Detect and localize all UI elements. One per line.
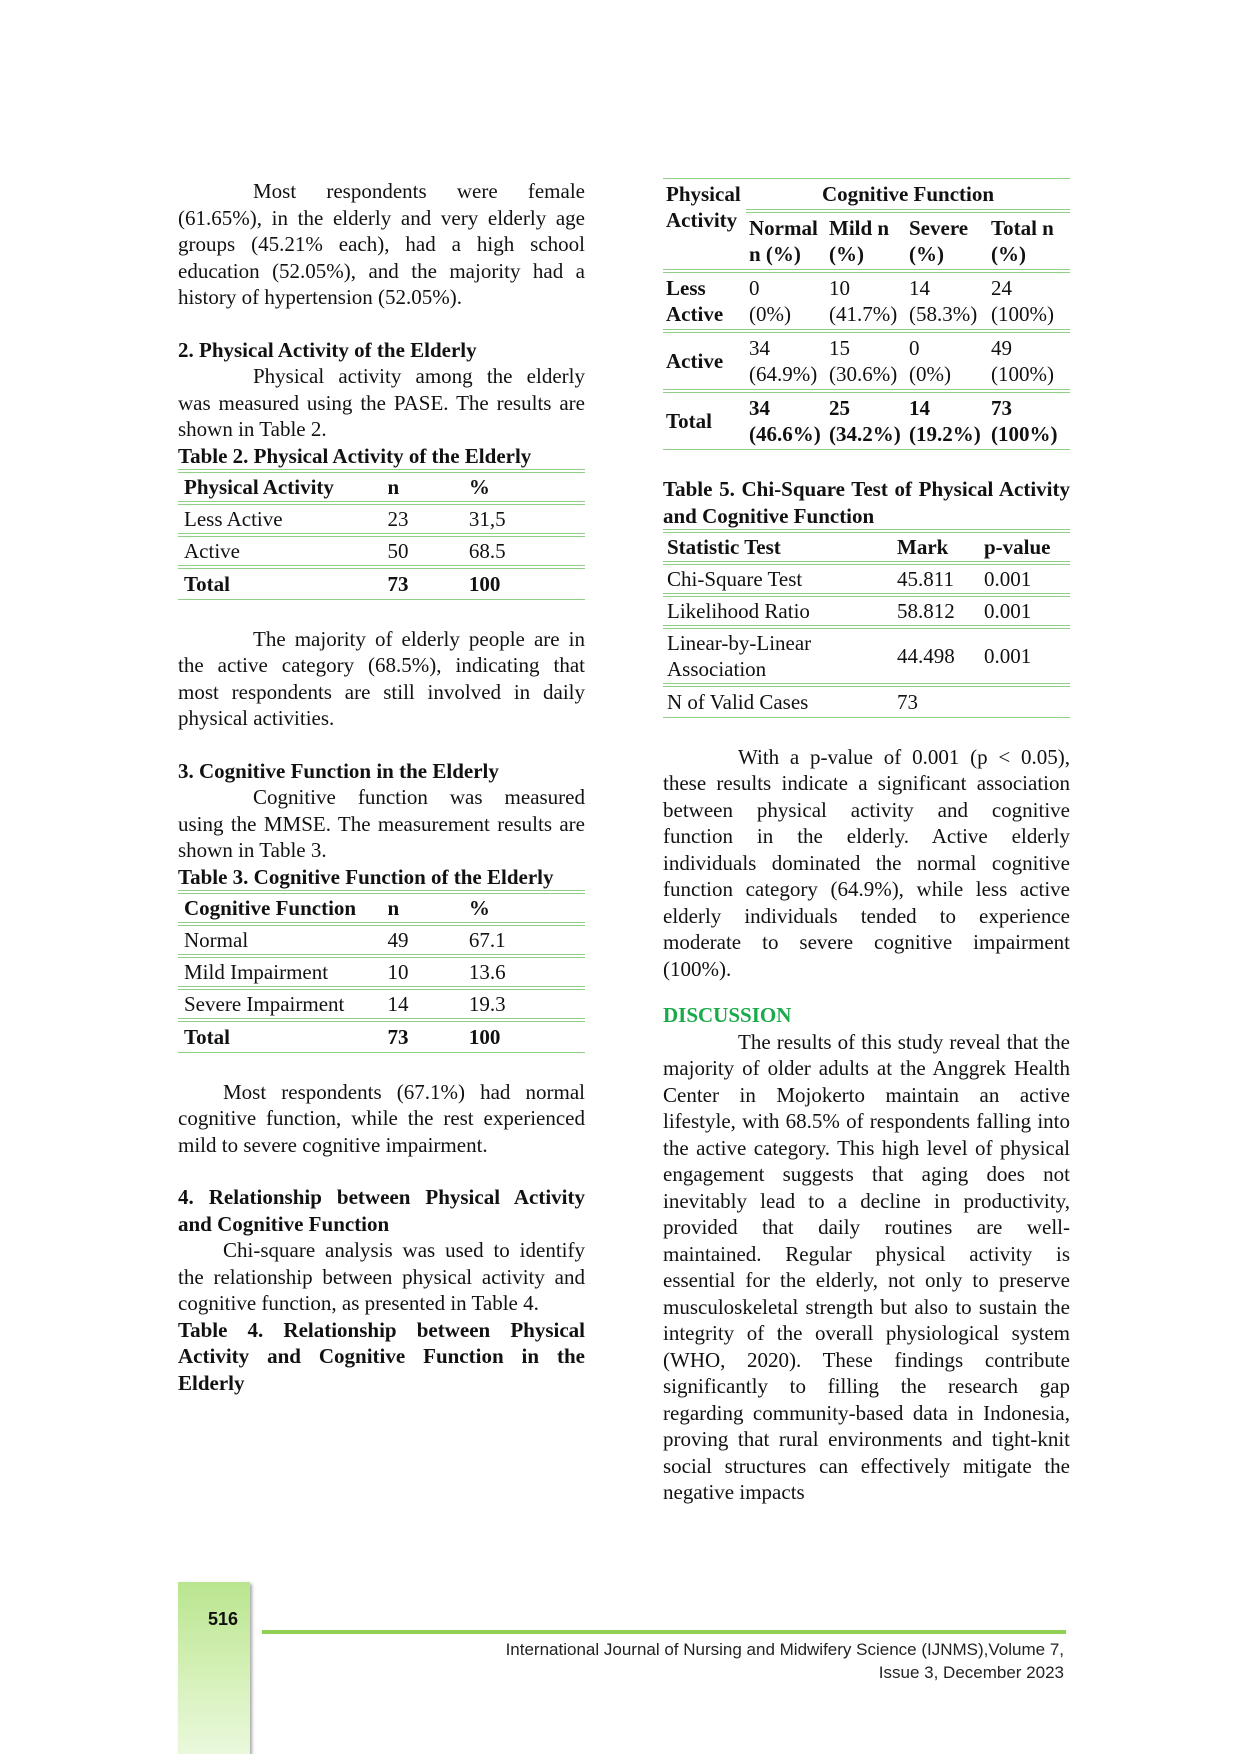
page-number: 516 (208, 1609, 239, 1629)
cell-percent: (64.9%) (749, 362, 818, 386)
paragraph-cognitive-method: Cognitive function was measured using the MMSE. The measurement results are shown in Table 3. (178, 785, 585, 862)
table-header-cell: Cognitive Function (184, 895, 357, 920)
table-cell: 73 (897, 689, 918, 714)
table2-caption: Table 2. Physical Activity of the Elderly (178, 443, 532, 468)
table-row (663, 331, 1070, 391)
table-row (178, 503, 585, 535)
table-cell: Active (184, 538, 240, 563)
table-header-cell: % (468, 895, 490, 920)
table-row (178, 988, 585, 1020)
table-cell (988, 391, 1070, 450)
cell-count: 0 (749, 276, 760, 300)
table-cell: 68.5 (468, 538, 506, 563)
table-header-row (178, 892, 585, 924)
table-header-cell: Mark (897, 534, 949, 559)
table-row (663, 627, 1070, 685)
table-row (178, 535, 585, 567)
table-cell (988, 331, 1070, 391)
table-cell: 0.001 (984, 566, 1032, 591)
journal-line: Issue 3, December 2023 (878, 1663, 1064, 1682)
table-cell (906, 391, 988, 450)
table-cell: 14 (387, 991, 409, 1016)
cell-percent: (41.7%) (829, 302, 898, 326)
table-cell: 23 (387, 506, 409, 531)
table2-physical-activity (178, 469, 585, 600)
table-row (178, 924, 585, 956)
table-cell: 73 (387, 571, 409, 596)
table-header-cell: Statistic Test (667, 534, 781, 559)
cell-percent: (58.3%) (909, 302, 978, 326)
table-cell: Normal (184, 927, 249, 952)
cell-count: 25 (829, 396, 850, 420)
table-cell: Likelihood Ratio (667, 598, 810, 623)
cell-count: 14 (909, 276, 930, 300)
cell-count: 73 (991, 396, 1012, 420)
journal-line: International Journal of Nursing and Midwifery Science (IJNMS),Volume 7, (505, 1640, 1064, 1659)
table-header-cell: Mild n (%) (829, 216, 890, 266)
cell-percent: (100%) (991, 362, 1054, 386)
table-cell (988, 271, 1070, 331)
table-header-cell: n (387, 895, 400, 920)
journal-footer (464, 1638, 1064, 1684)
table-cell: 0.001 (984, 643, 1032, 668)
table-row (178, 956, 585, 988)
table-cell: Mild Impairment (184, 959, 329, 984)
table-cell: 19.3 (468, 991, 506, 1016)
table-cell: Total (184, 571, 230, 596)
table-total-row (178, 567, 585, 599)
cell-percent: (34.2%) (829, 422, 901, 446)
paragraph-cognitive-result: Most respondents (67.1%) had normal cognitive function, while the rest experienced mild to severe cognitive impairment. (178, 1079, 585, 1157)
paragraph-discussion: The results of this study reveal that the majority of older adults at the Anggrek Health Center in Mojokerto maintain an active lifestyle, with 68.5% of respondents falling into the active category. This high level of physical engagement suggests that aging does not inevitably lead to a decline in productivity, provided that daily routines are well-maintained. Regular physical activity is essential for the elderly, not only to preserve musculoskeletal strength but also to sustain the integrity of the overall physiological system (WHO, 2020). These findings contribute significantly to filling the research gap regarding community-based data in Indonesia, proving that rural environments and tight-knit social structures can effectively mitigate the negative impacts (663, 1029, 1070, 1504)
table-cell (980, 685, 1070, 717)
cell-count: 0 (909, 336, 920, 360)
table-header-cell: n (387, 474, 400, 499)
cell-percent: (30.6%) (829, 362, 898, 386)
table-total-row (178, 1020, 585, 1052)
table-row (663, 595, 1070, 627)
table-cell (906, 331, 988, 391)
cell-count: 34 (749, 396, 770, 420)
table-cell: 73 (387, 1024, 409, 1049)
table4-caption: Table 4. Relationship between Physical Activity and Cognitive Function in the Elderly (178, 1317, 585, 1395)
table-row (663, 563, 1070, 595)
cell-count: 15 (829, 336, 850, 360)
table-header-row (178, 471, 585, 503)
table-cell: 100 (468, 1024, 501, 1049)
table-cell (746, 391, 826, 450)
paragraph-physical-activity-method: Physical activity among the elderly was measured using the PASE. The results are shown in Table 2. (178, 364, 585, 441)
table3-caption: Table 3. Cognitive Function of the Elderly (178, 864, 554, 889)
cell-count: 49 (991, 336, 1012, 360)
footer-rule (262, 1630, 1066, 1634)
table-total-row (663, 391, 1070, 450)
table-cell: 49 (387, 927, 409, 952)
table-cell: 13.6 (468, 959, 506, 984)
table-header-cell: Normal n (%) (749, 216, 818, 266)
cell-percent: (100%) (991, 302, 1054, 326)
table-header-cell: p-value (984, 534, 1051, 559)
table-cell: 58.812 (897, 598, 955, 623)
table-cell: Total (184, 1024, 230, 1049)
table-cell: 10 (387, 959, 409, 984)
table-header-row (663, 179, 1070, 212)
paragraph-demographics: Most respondents were female (61.65%), in the elderly and very elderly age groups (45.21% each), had a high school education (52.05%), and the majority had a history of hypertension (52.05%). (178, 179, 585, 309)
table-cell (826, 271, 906, 331)
table-header-cell: Severe (%) (909, 216, 969, 266)
paragraph-chi-square-method: Chi-square analysis was used to identify the relationship between physical activity and cognitive function, as presented in Table 4. (178, 1238, 585, 1315)
table-row-label: Active (666, 349, 724, 373)
discussion-heading: DISCUSSION (663, 1003, 792, 1027)
right-column (663, 178, 1070, 1506)
table-cell: 50 (387, 538, 409, 563)
table-row (663, 271, 1070, 331)
table-cell: Severe Impairment (184, 991, 345, 1016)
cell-percent: (19.2%) (909, 422, 981, 446)
table-header-cell: % (468, 474, 490, 499)
table-cell (906, 271, 988, 331)
table-cell (826, 331, 906, 391)
table-cell: 44.498 (897, 643, 955, 668)
table-row (663, 685, 1070, 717)
table4-relationship (663, 178, 1070, 450)
cell-count: 14 (909, 396, 930, 420)
table5-caption: Table 5. Chi-Square Test of Physical Activity and Cognitive Function (663, 477, 1070, 528)
table-cell: 31,5 (468, 506, 506, 531)
table-cell: Linear-by-Linear Association (667, 631, 812, 681)
table-header-cell: Physical Activity (666, 182, 741, 232)
table-cell: Less Active (184, 506, 283, 531)
cell-percent: (0%) (909, 362, 951, 386)
table-cell: 45.811 (897, 566, 954, 591)
table-cell: Chi-Square Test (667, 566, 803, 591)
table-header-cell: Physical Activity (184, 474, 334, 499)
table-header-row (663, 531, 1070, 563)
cell-count: 24 (991, 276, 1012, 300)
table3-cognitive-function (178, 890, 585, 1053)
table-row-label: Less Active (666, 276, 724, 326)
table-cell: 100 (468, 571, 501, 596)
table-cell (746, 271, 826, 331)
table-cell: N of Valid Cases (667, 689, 809, 714)
table-row-label: Total (666, 409, 712, 433)
table-cell (826, 391, 906, 450)
table-cell: 67.1 (468, 927, 506, 952)
table-group-header: Cognitive Function (821, 182, 995, 206)
paragraph-physical-activity-result: The majority of elderly people are in the active category (68.5%), indicating that most respondents are still involved in daily physical activities. (178, 626, 585, 730)
heading-cognitive-function: 3. Cognitive Function in the Elderly (178, 758, 499, 783)
heading-relationship: 4. Relationship between Physical Activity and Cognitive Function (178, 1185, 585, 1236)
cell-percent: (46.6%) (749, 422, 821, 446)
cell-count: 34 (749, 336, 770, 360)
paragraph-association-result: With a p-value of 0.001 (p < 0.05), these results indicate a significant association between physical activity and cognitive function in the elderly. Active elderly individuals dominated the normal cognitive function category (64.9%), while less active elderly individuals tended to experience moderate to severe cognitive impairment (100%). (663, 744, 1070, 981)
table-cell (746, 331, 826, 391)
table-header-cell: Total n (%) (991, 216, 1054, 266)
heading-physical-activity: 2. Physical Activity of the Elderly (178, 337, 477, 362)
cell-percent: (100%) (991, 422, 1058, 446)
cell-percent: (0%) (749, 302, 791, 326)
table-cell: 0.001 (984, 598, 1032, 623)
table5-chi-square (663, 529, 1070, 718)
left-column (178, 178, 585, 1396)
cell-count: 10 (829, 276, 850, 300)
